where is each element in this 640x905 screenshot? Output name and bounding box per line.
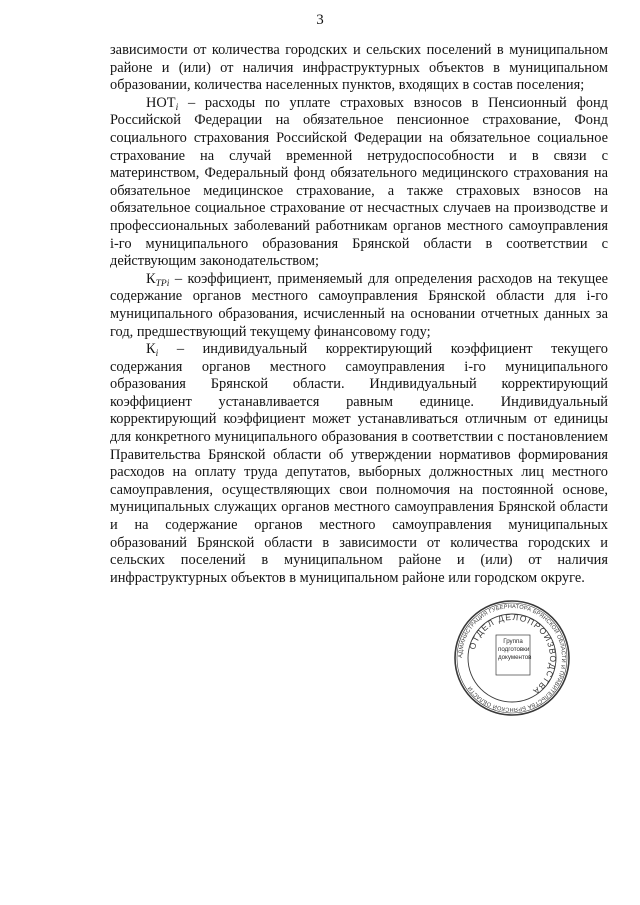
document-body	[110, 42, 608, 587]
symbol-ktr: $К_{ТРi}$	[146, 270, 170, 289]
svg-text:АДМИНИСТРАЦИЯ ГУБЕРНАТОРА БРЯН: АДМИНИСТРАЦИЯ ГУБЕРНАТОРА БРЯНСКОЙ ОБЛАСТИ И ПРАВИТЕЛЬСТВА БРЯНСКОЙ ОБЛАСТИ	[457, 603, 567, 713]
svg-text:ОТДЕЛ ДЕЛОПРОИЗВОДСТВА: ОТДЕЛ ДЕЛОПРОИЗВОДСТВА	[467, 611, 559, 698]
paragraph-ki-definition	[110, 341, 608, 587]
paragraph-continuation: зависимости от количества городских и сельских поселений в муниципальном районе и (или) от наличия инфраструктурных объектов в муниципальном образовании, количества населенных пунктов, входящих в состав поселения;	[110, 42, 608, 94]
official-stamp	[452, 598, 572, 718]
symbol-ki: $К_i$	[146, 341, 159, 360]
definition-text: – коэффициент, применяемый для определения расходов на текущее содержание органов местного самоуправления Брянской области для i-го муниципального образования, исчисленный на основании отчетных данных за год, предшествующий текущему финансовому году;	[110, 270, 608, 340]
paragraph-not-definition	[110, 95, 608, 271]
stamp-inner-text: Группа подготовки документов	[498, 638, 532, 661]
definition-text: – индивидуальный корректирующий коэффициент текущего содержания органов местного самоуправления i-го муниципального образования Брянской области. Индивидуальный корректирующий коэффициент устанавливается равным единице. Индивидуальный корректирующий коэффициент может устанавливаться отличным от единицы для конкретного муниципального образования в соответствии с постановлением Правительства Брянской области об утверждении нормативов формирования расходов на оплату труда депутатов, выборных должностных лиц местного самоуправления, осуществляющих свои полномочия на постоянной основе, муниципальных служащих органов местного самоуправления Брянской области и на содержание органов местного самоуправления муниципальных образований Брянской области в зависимости от количества городских и сельских поселений в муниципальном районе и (или) от наличия инфраструктурных объектов в муниципальном районе или городском округе.	[110, 341, 608, 586]
definition-text: – расходы по уплате страховых взносов в Пенсионный фонд Российской Федерации на обязательное пенсионное страхование, Фонд социального страхования Российской Федерации на обязательное социальное страхование на случай временной нетрудоспособности и в связи с материнством, Федеральный фонд обязательного медицинского страхования на обязательное медицинское страхование, а также страховых взносов на обязательное социальное страхование от несчастных случаев на производстве и профессиональных заболеваний работникам органов местного самоуправления i-го муниципального образования Брянской области в соответствии с действующим законодательством;	[110, 94, 608, 270]
page-number: 3	[316, 12, 324, 28]
symbol-not: $НОТ_i$	[146, 94, 179, 113]
paragraph-ktr-definition	[110, 271, 608, 341]
